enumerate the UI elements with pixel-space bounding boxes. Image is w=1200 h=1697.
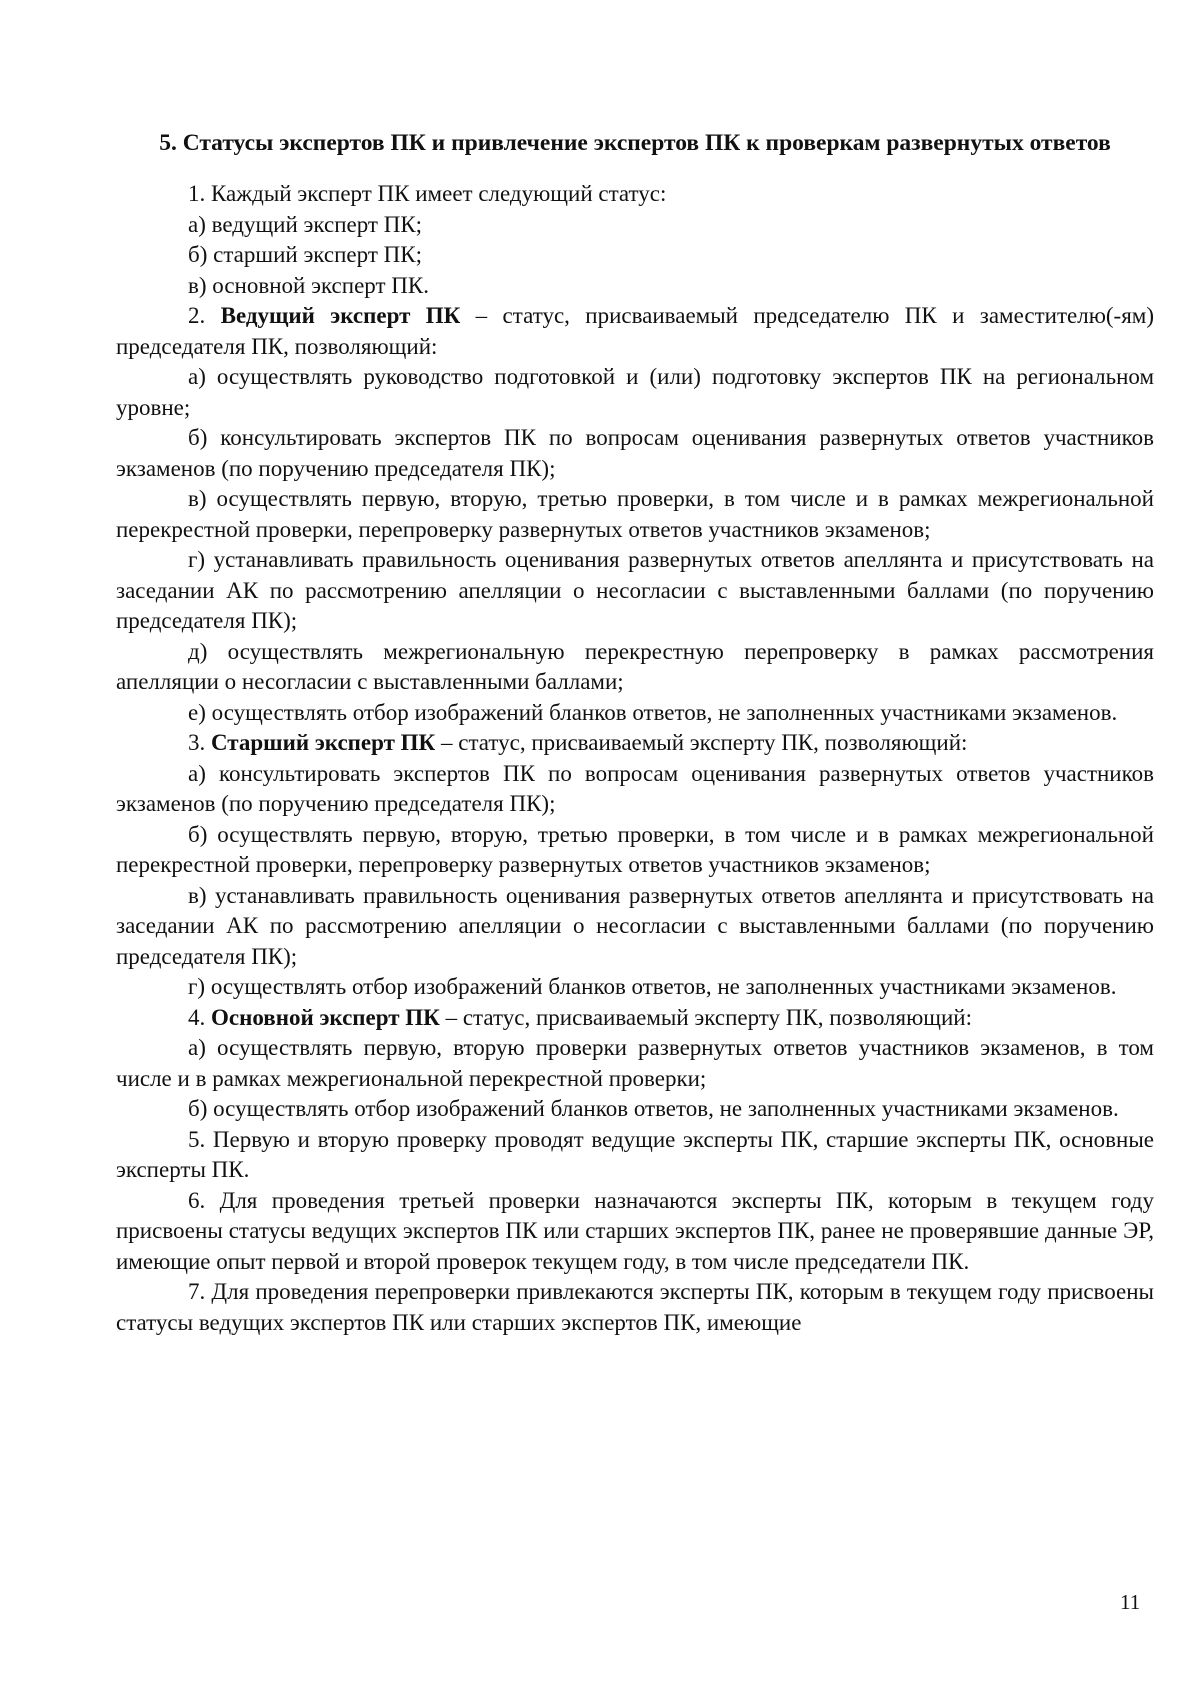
list-item-2f: е) осуществлять отбор изображений бланков ответов, не заполненных участниками экзаменов. [188, 699, 1118, 725]
list-item-3c: в) устанавливать правильность оценивания развернутых ответов апеллянта и присутствовать на заседании АК по рассмотрению апелляции о несогласии с выставленными баллами (по поручению председателя ПК); [116, 882, 1154, 969]
list-item-2a: а) осуществлять руководство подготовкой и (или) подготовку экспертов ПК на региональном уровне; [116, 364, 1154, 420]
paragraph-3-number: 3. [188, 730, 211, 755]
list-item-1a: а) ведущий эксперт ПК; [188, 211, 423, 237]
paragraph-3-text: – статус, присваиваемый эксперту ПК, позволяющий: [435, 730, 968, 755]
paragraph-3 [116, 728, 1154, 759]
paragraph-4 [116, 1003, 1154, 1034]
page-number: 11 [1120, 1590, 1141, 1614]
paragraph-2-term: Ведущий эксперт ПК [220, 303, 461, 328]
paragraph-2 [116, 301, 1154, 362]
list-item-3d: г) осуществлять отбор изображений бланков ответов, не заполненных участниками экзаменов. [188, 974, 1117, 999]
paragraph-2-number: 2. [188, 303, 221, 328]
list-item-4b: б) осуществлять отбор изображений бланков ответов, не заполненных участниками экзаменов. [188, 1096, 1119, 1121]
list-item-2d: г) устанавливать правильность оценивания развернутых ответов апеллянта и присутствовать на заседании АК по рассмотрению апелляции о несогласии с выставленными баллами (по поручению председателя ПК); [116, 547, 1154, 633]
paragraph-4-number: 4. [188, 1004, 211, 1030]
paragraph-4-text: – статус, присваиваемый эксперту ПК, позволяющий: [439, 1004, 972, 1030]
list-item-2b: б) консультировать экспертов ПК по вопросам оценивания развернутых ответов участников экзаменов (по поручению председателя ПК); [116, 425, 1154, 481]
paragraph-2-text: – статус, присваиваемый председателю ПК и заместителю(-ям) председателя ПК, позволяющий: [116, 303, 1154, 359]
list-item-1c: в) основной эксперт ПК. [188, 272, 429, 298]
paragraph-3-term: Старший эксперт ПК [211, 730, 436, 755]
paragraph-4-term: Основной эксперт ПК [211, 1004, 440, 1030]
list-item-3b: б) осуществлять первую, вторую, третью проверки, в том числе и в рамках межрегиональной перекрестной проверки, перепроверку развернутых ответов участников экзаменов; [116, 821, 1154, 877]
list-item-1b: б) старший эксперт ПК; [188, 242, 422, 267]
list-item-2e: д) осуществлять межрегиональную перекрестную перепроверку в рамках рассмотрения апелляции о несогласии с выставленными баллами; [116, 638, 1154, 694]
list-item-3a: а) консультировать экспертов ПК по вопросам оценивания развернутых ответов участников экзаменов (по поручению председателя ПК); [116, 760, 1154, 816]
list-item-2c: в) осуществлять первую, вторую, третью проверки, в том числе и в рамках межрегиональной перекрестной проверки, перепроверку развернутых ответов участников экзаменов; [116, 486, 1154, 542]
paragraph-6: 6. Для проведения третьей проверки назначаются эксперты ПК, которым в текущем году присвоены статусы ведущих экспертов ПК или старших экспертов ПК, ранее не проверявшие данные ЭР, имеющие опыт первой и второй проверок текущем году, в том числе председатели ПК. [116, 1187, 1154, 1274]
list-item-4a: а) осуществлять первую, вторую проверки развернутых ответов участников экзаменов, в том числе и в рамках межрегиональной перекрестной проверки; [116, 1035, 1154, 1091]
paragraph-1: 1. Каждый эксперт ПК имеет следующий статус: [188, 181, 667, 206]
paragraph-5: 5. Первую и вторую проверку проводят ведущие эксперты ПК, старшие эксперты ПК, основные эксперты ПК. [116, 1126, 1154, 1182]
section-title: 5. Статусы экспертов ПК и привлечение экспертов ПК к проверкам развернутых ответов [159, 130, 1111, 156]
paragraph-7: 7. Для проведения перепроверки привлекаются эксперты ПК, которым в текущем году присвоены статусы ведущих экспертов ПК или старших экспертов ПК, имеющие [116, 1279, 1154, 1335]
document-page [116, 128, 1154, 1338]
